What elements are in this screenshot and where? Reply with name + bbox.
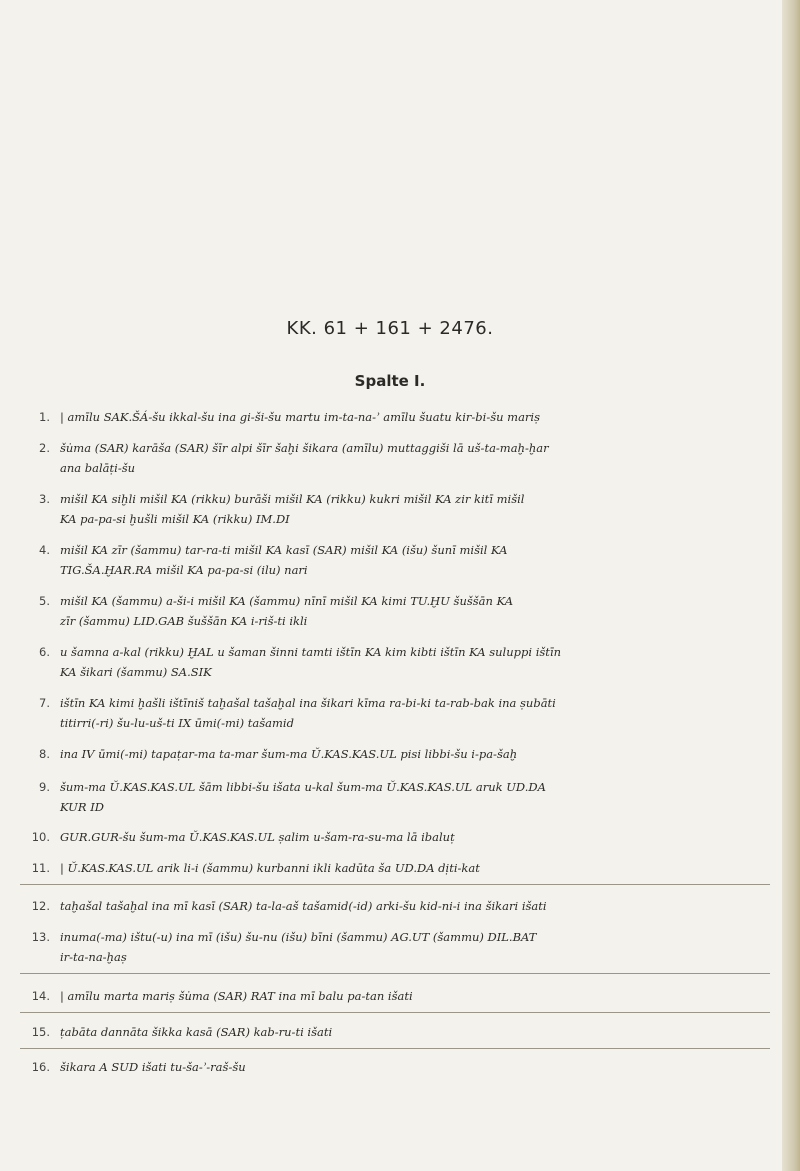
text-line [20, 896, 770, 916]
column-heading: Spalte I. [354, 372, 426, 390]
text-line [20, 438, 770, 478]
page-title: KK. 61 + 161 + 2476. [286, 318, 494, 339]
line-text: | Ŭ.KAS.KAS.UL arik li-i (šammu) kurbanni ikli kadūta ša UD.DA dịti-kat [60, 861, 480, 875]
line-text: šum-ma Ŭ.KAS.KAS.UL šām libbi-šu išata u-kal šum-ma Ŭ.KAS.KAS.UL aruk UD.DA [60, 780, 546, 794]
line-text: ina IV ūmi(-mi) tapaṭar-ma ta-mar šum-ma Ŭ.KAS.KAS.UL pisi libbi-šu i-pa-šaḫ [60, 747, 518, 761]
section-rule [20, 1012, 770, 1013]
line-text: titirri(-ri) šu-lu-uš-ti IX ūmi(-mi) tašamid [60, 716, 294, 730]
line-number: 9. [39, 780, 50, 794]
line-number: 14. [31, 989, 50, 1003]
line-text: mišil KA siḫli mišil KA (rikku) burāši mišil KA (rikku) kukri mišil KA zir kitī mišil [60, 492, 525, 506]
text-line [20, 777, 770, 817]
line-text: taḫašal tašaḫal ina mī kasī (SAR) ta-la-aš tašamid(-id) arki-šu kid-ni-i ina šikari išati [60, 899, 547, 913]
text-line [20, 744, 770, 764]
section-rule [20, 884, 770, 885]
transliteration-lines [20, 407, 770, 1077]
text-line [20, 858, 770, 878]
line-number: 7. [39, 696, 50, 710]
text-line [20, 1057, 770, 1077]
line-number: 3. [39, 492, 50, 506]
line-text: šikara A SUD išati tu-ša-ʾ-raš-šu [60, 1060, 246, 1074]
text-line [20, 927, 770, 967]
line-number: 16. [31, 1060, 50, 1074]
text-line [20, 986, 770, 1006]
line-text: TIG.ŠA.ḪAR.RA mišil KA pa-pa-si (ilu) nari [60, 563, 308, 577]
text-line [20, 489, 770, 529]
line-text: KUR ID [60, 800, 104, 814]
text-line [20, 642, 770, 682]
line-number: 1. [39, 410, 50, 424]
text-line [20, 827, 770, 847]
page-edge [782, 0, 800, 1171]
line-text: inuma(-ma) ištu(-u) ina mī (išu) šu-nu (išu) bīni (šammu) AG.UT (šammu) DIL.BAT [60, 930, 537, 944]
line-text: ir-ta-na-ḫaṣ [60, 950, 127, 964]
text-line [20, 693, 770, 733]
line-number: 12. [31, 899, 50, 913]
line-text: KA pa-pa-si ḫušli mišil KA (rikku) IM.DI [60, 512, 290, 526]
section-rule [20, 1048, 770, 1049]
line-number: 4. [39, 543, 50, 557]
line-number: 6. [39, 645, 50, 659]
text-line [20, 540, 770, 580]
text-line [20, 407, 770, 427]
line-text: zīr (šammu) LID.GAB šuššān KA i-riš-ti ikli [60, 614, 308, 628]
line-text: | amīlu SAK.ŠÁ-šu ikkal-šu ina gi-ši-šu martu im-ta-na-ʾ amīlu šuatu kir-bi-šu mariṣ [60, 410, 541, 424]
line-text: ana balāṭi-šu [60, 461, 136, 475]
line-number: 13. [31, 930, 50, 944]
line-text: mišil KA zīr (šammu) tar-ra-ti mišil KA kasī (SAR) mišil KA (išu) šunī mišil KA [60, 543, 508, 557]
line-text: mišil KA (šammu) a-ši-i mišil KA (šammu) nīnī mišil KA kimi TU.ḪU šuššān KA [60, 594, 513, 608]
line-text: GUR.GUR-šu šum-ma Ŭ.KAS.KAS.UL ṣalim u-šam-ra-su-ma lā ibaluṭ [60, 830, 455, 844]
line-number: 8. [39, 747, 50, 761]
line-number: 10. [31, 830, 50, 844]
line-number: 5. [39, 594, 50, 608]
line-text: ṭabāta dannāta šikka kasā (SAR) kab-ru-ti išati [60, 1025, 333, 1039]
line-text: ištīn KA kimi ḫašli ištīniš taḫašal tašaḫal ina šikari kīma ra-bi-ki ta-rab-bak ina ṣubāti [60, 696, 556, 710]
line-number: 15. [31, 1025, 50, 1039]
line-text: KA šikari (šammu) SA.SIK [60, 665, 212, 679]
line-number: 2. [39, 441, 50, 455]
line-text: u šamna a-kal (rikku) ḪAL u šaman šinni tamti ištīn KA kim kibti ištīn KA suluppi ištīn [60, 645, 561, 659]
section-rule [20, 973, 770, 974]
line-number: 11. [31, 861, 50, 875]
text-line [20, 1022, 770, 1042]
text-line [20, 591, 770, 631]
line-text: | amīlu marta mariṣ šu̇ma (SAR) RAT ina mī balu pa-tan išati [60, 989, 413, 1003]
line-text: šu̇ma (SAR) karāša (SAR) šīr alpi šīr šaḫi šikara (amīlu) muttaggiši lā uš-ta-maḫ-ḫar [60, 441, 549, 455]
